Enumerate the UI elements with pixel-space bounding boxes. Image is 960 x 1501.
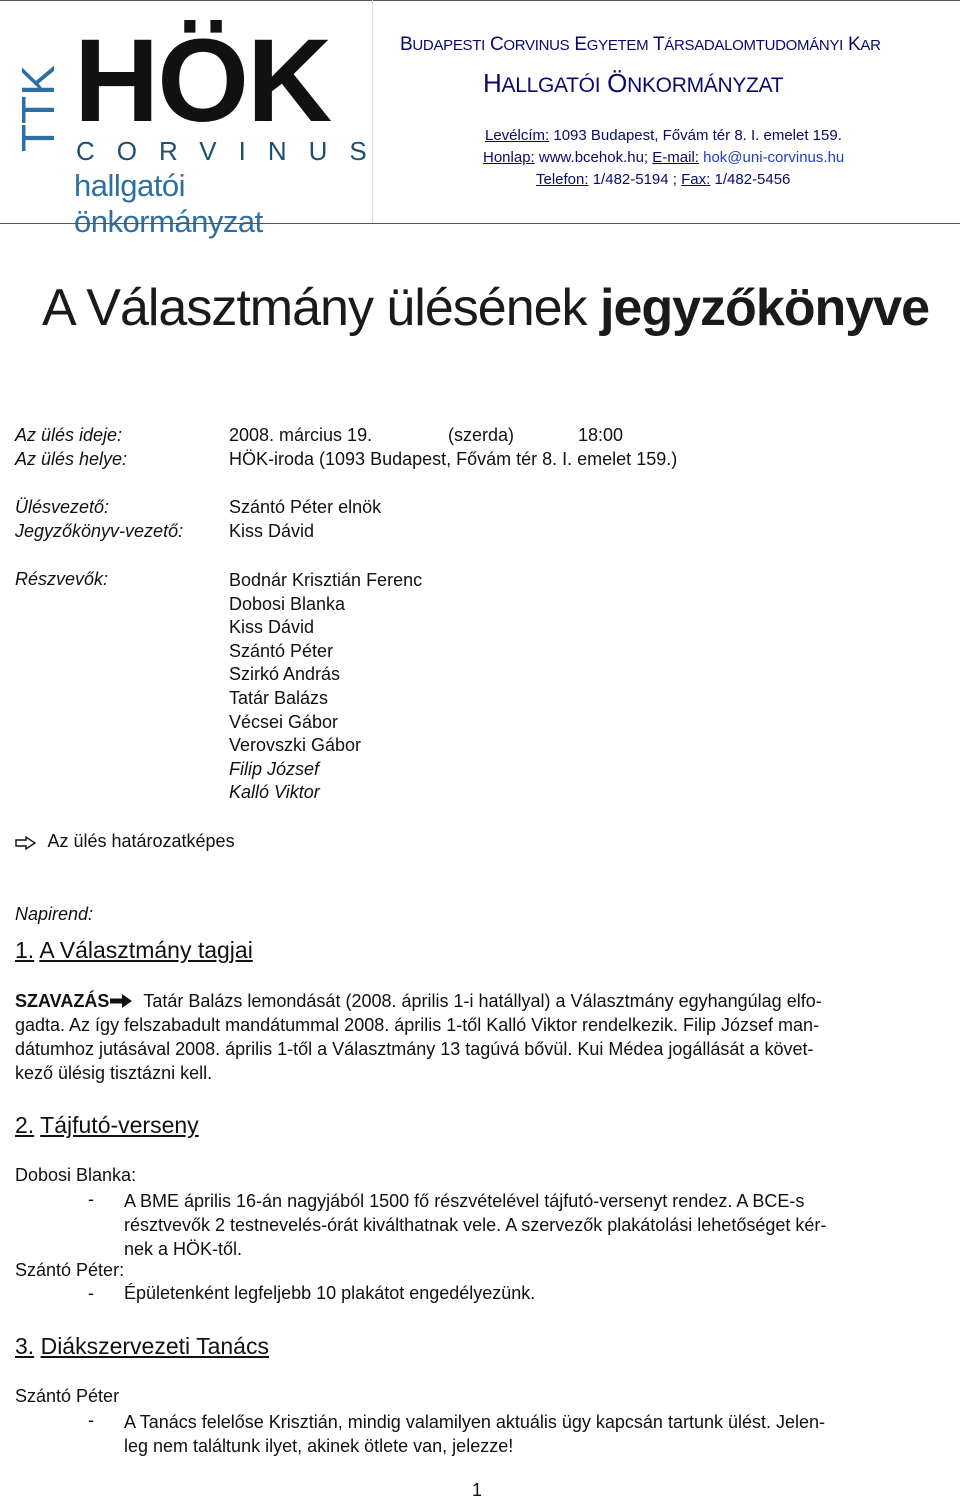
- participant: Kiss Dávid: [229, 617, 315, 638]
- web-link[interactable]: www.bcehok.hu;: [538, 149, 649, 166]
- speaker: Dobosi Blanka:: [15, 1165, 137, 1185]
- email-link[interactable]: hok@uni-corvinus.hu: [703, 149, 845, 166]
- meeting-place-label: Az ülés helye:: [15, 449, 128, 469]
- org-name-line1: BUDAPESTI CORVINUS EGYETEM TÁRSADALOMTUDOMÁNYI KAR: [400, 34, 881, 55]
- participant: Dobosi Blanka: [229, 593, 346, 614]
- participant: Bodnár Krisztián Ferenc: [229, 570, 423, 590]
- agenda-item-2-point-1: [124, 1189, 944, 1261]
- vote-text-line: gadta. Az így felszabadult mandátummal 2008. április 1-től Kalló Viktor rendelkezik. Filip József man-: [15, 1015, 820, 1035]
- participants-list: [229, 569, 422, 805]
- recorder-value: Kiss Dávid: [229, 521, 315, 541]
- participant: Szirkó András: [229, 664, 341, 685]
- vote-text-line: Tatár Balázs lemondását (2008. április 1-i hatállyal) a Választmány egyhangúlag elfo-: [143, 991, 822, 1011]
- speaker: Szántó Péter: [15, 1386, 120, 1406]
- vote-text-line: kező ülésig tisztázni kell.: [15, 1063, 213, 1083]
- dash: -: [88, 1283, 94, 1303]
- agenda-label: Napirend:: [15, 904, 94, 924]
- phone-label: Telefon:: [536, 171, 589, 188]
- fax-value: 1/482-5456: [714, 171, 791, 188]
- chair-label: Ülésvezető:: [15, 497, 110, 517]
- title-light: A Választmány ülésének: [42, 279, 587, 337]
- meeting-place: HÖK-iroda (1093 Budapest, Fővám tér 8. I. emelet 159.): [229, 449, 678, 469]
- top-rule: [0, 0, 960, 1]
- title-bold: jegyzőkönyve: [600, 279, 930, 337]
- participant: Vécsei Gábor: [229, 711, 339, 732]
- logo-hok-text: HÖK: [74, 15, 331, 147]
- logo-subtitle: hallgatói önkormányzat: [74, 168, 263, 239]
- agenda-item-3-number: 3.: [15, 1333, 35, 1359]
- contact-address: [485, 127, 842, 144]
- point-line: leg nem találtunk ilyet, akinek ötlete van, jelezze!: [124, 1436, 514, 1456]
- header-rule: [0, 223, 960, 224]
- point-line: nek a HÖK-től.: [124, 1239, 243, 1259]
- logo-corvinus-text: CORVINUS: [76, 136, 389, 166]
- hok-logo: [12, 15, 389, 239]
- bold-right-arrow-icon: [109, 993, 133, 1009]
- agenda-item-3-title: Diákszervezeti Tanács: [40, 1333, 269, 1359]
- web-label: Honlap:: [483, 149, 535, 166]
- org-name-line2: HALLGATÓI ÖNKORMÁNYZAT: [483, 68, 784, 98]
- quorum-line: [15, 831, 235, 852]
- agenda-item-1-heading: [15, 937, 253, 964]
- agenda-item-1-body: [15, 989, 945, 1085]
- vote-text-line: dátumhoz jutásával 2008. április 1-től a Választmány 13 tagúvá bővül. Kui Médea jogállását a követ-: [15, 1039, 814, 1059]
- meeting-date: 2008. március 19.: [229, 425, 373, 445]
- fax-label: Fax:: [681, 171, 711, 188]
- dash: -: [88, 1189, 94, 1209]
- recorder-label: Jegyzőkönyv-vezető:: [15, 521, 184, 541]
- speaker: Szántó Péter:: [15, 1260, 125, 1280]
- header-divider: [372, 0, 373, 223]
- meeting-weekday: (szerda): [448, 425, 515, 445]
- agenda-item-2-number: 2.: [15, 1112, 35, 1138]
- contact-phone: [536, 171, 790, 188]
- hollow-right-arrow-icon: [15, 836, 37, 850]
- meeting-time: 18:00: [578, 425, 624, 445]
- quorum-text: Az ülés határozatképes: [47, 831, 235, 851]
- agenda-item-2-heading: [15, 1112, 199, 1139]
- participant: Szántó Péter: [229, 640, 334, 661]
- address-label: Levélcím:: [485, 127, 550, 144]
- email-label: E-mail:: [652, 149, 699, 166]
- page-number: 1: [472, 1480, 483, 1500]
- agenda-item-1-number: 1.: [15, 937, 35, 963]
- vote-label: SZAVAZÁS: [15, 991, 110, 1011]
- agenda-item-3-point-1: [124, 1410, 944, 1458]
- point-line: A BME április 16-án nagyjából 1500 fő részvételével tájfutó-versenyt rendez. A BCE-s: [124, 1191, 805, 1211]
- contact-web-email: [483, 149, 844, 166]
- participant-italic: Filip József: [229, 758, 320, 779]
- participant-italic: Kalló Viktor: [229, 782, 320, 803]
- document-title: [42, 278, 929, 338]
- participant: Tatár Balázs: [229, 687, 329, 708]
- phone-value: 1/482-5194 ;: [592, 171, 677, 188]
- meeting-time-label: Az ülés ideje:: [15, 425, 123, 445]
- ttk-logo-mark: [12, 44, 64, 154]
- agenda-item-3-heading: [15, 1333, 269, 1360]
- address-value: 1093 Budapest, Fővám tér 8. I. emelet 159.: [553, 127, 842, 144]
- participants-label: Részvevők:: [15, 569, 109, 589]
- participant: Verovszki Gábor: [229, 735, 362, 756]
- agenda-item-1-title: A Választmány tagjai: [39, 937, 253, 963]
- ttk-text: TTK: [12, 65, 64, 152]
- chair-value: Szántó Péter elnök: [229, 497, 382, 517]
- agenda-item-2-point-2: Épületenként legfeljebb 10 plakátot engedélyezünk.: [124, 1283, 536, 1303]
- agenda-item-2-title: Tájfutó-verseny: [40, 1112, 199, 1138]
- vote-line: [15, 989, 945, 1013]
- dash: -: [88, 1410, 94, 1430]
- point-line: résztvevők 2 testnevelés-órát kiválthatnak vele. A szervezők plakátolási lehetőséget kér-: [124, 1215, 827, 1235]
- point-line: A Tanács felelőse Krisztián, mindig valamilyen aktuális ügy kapcsán tartunk ülést. Jelen-: [124, 1412, 826, 1432]
